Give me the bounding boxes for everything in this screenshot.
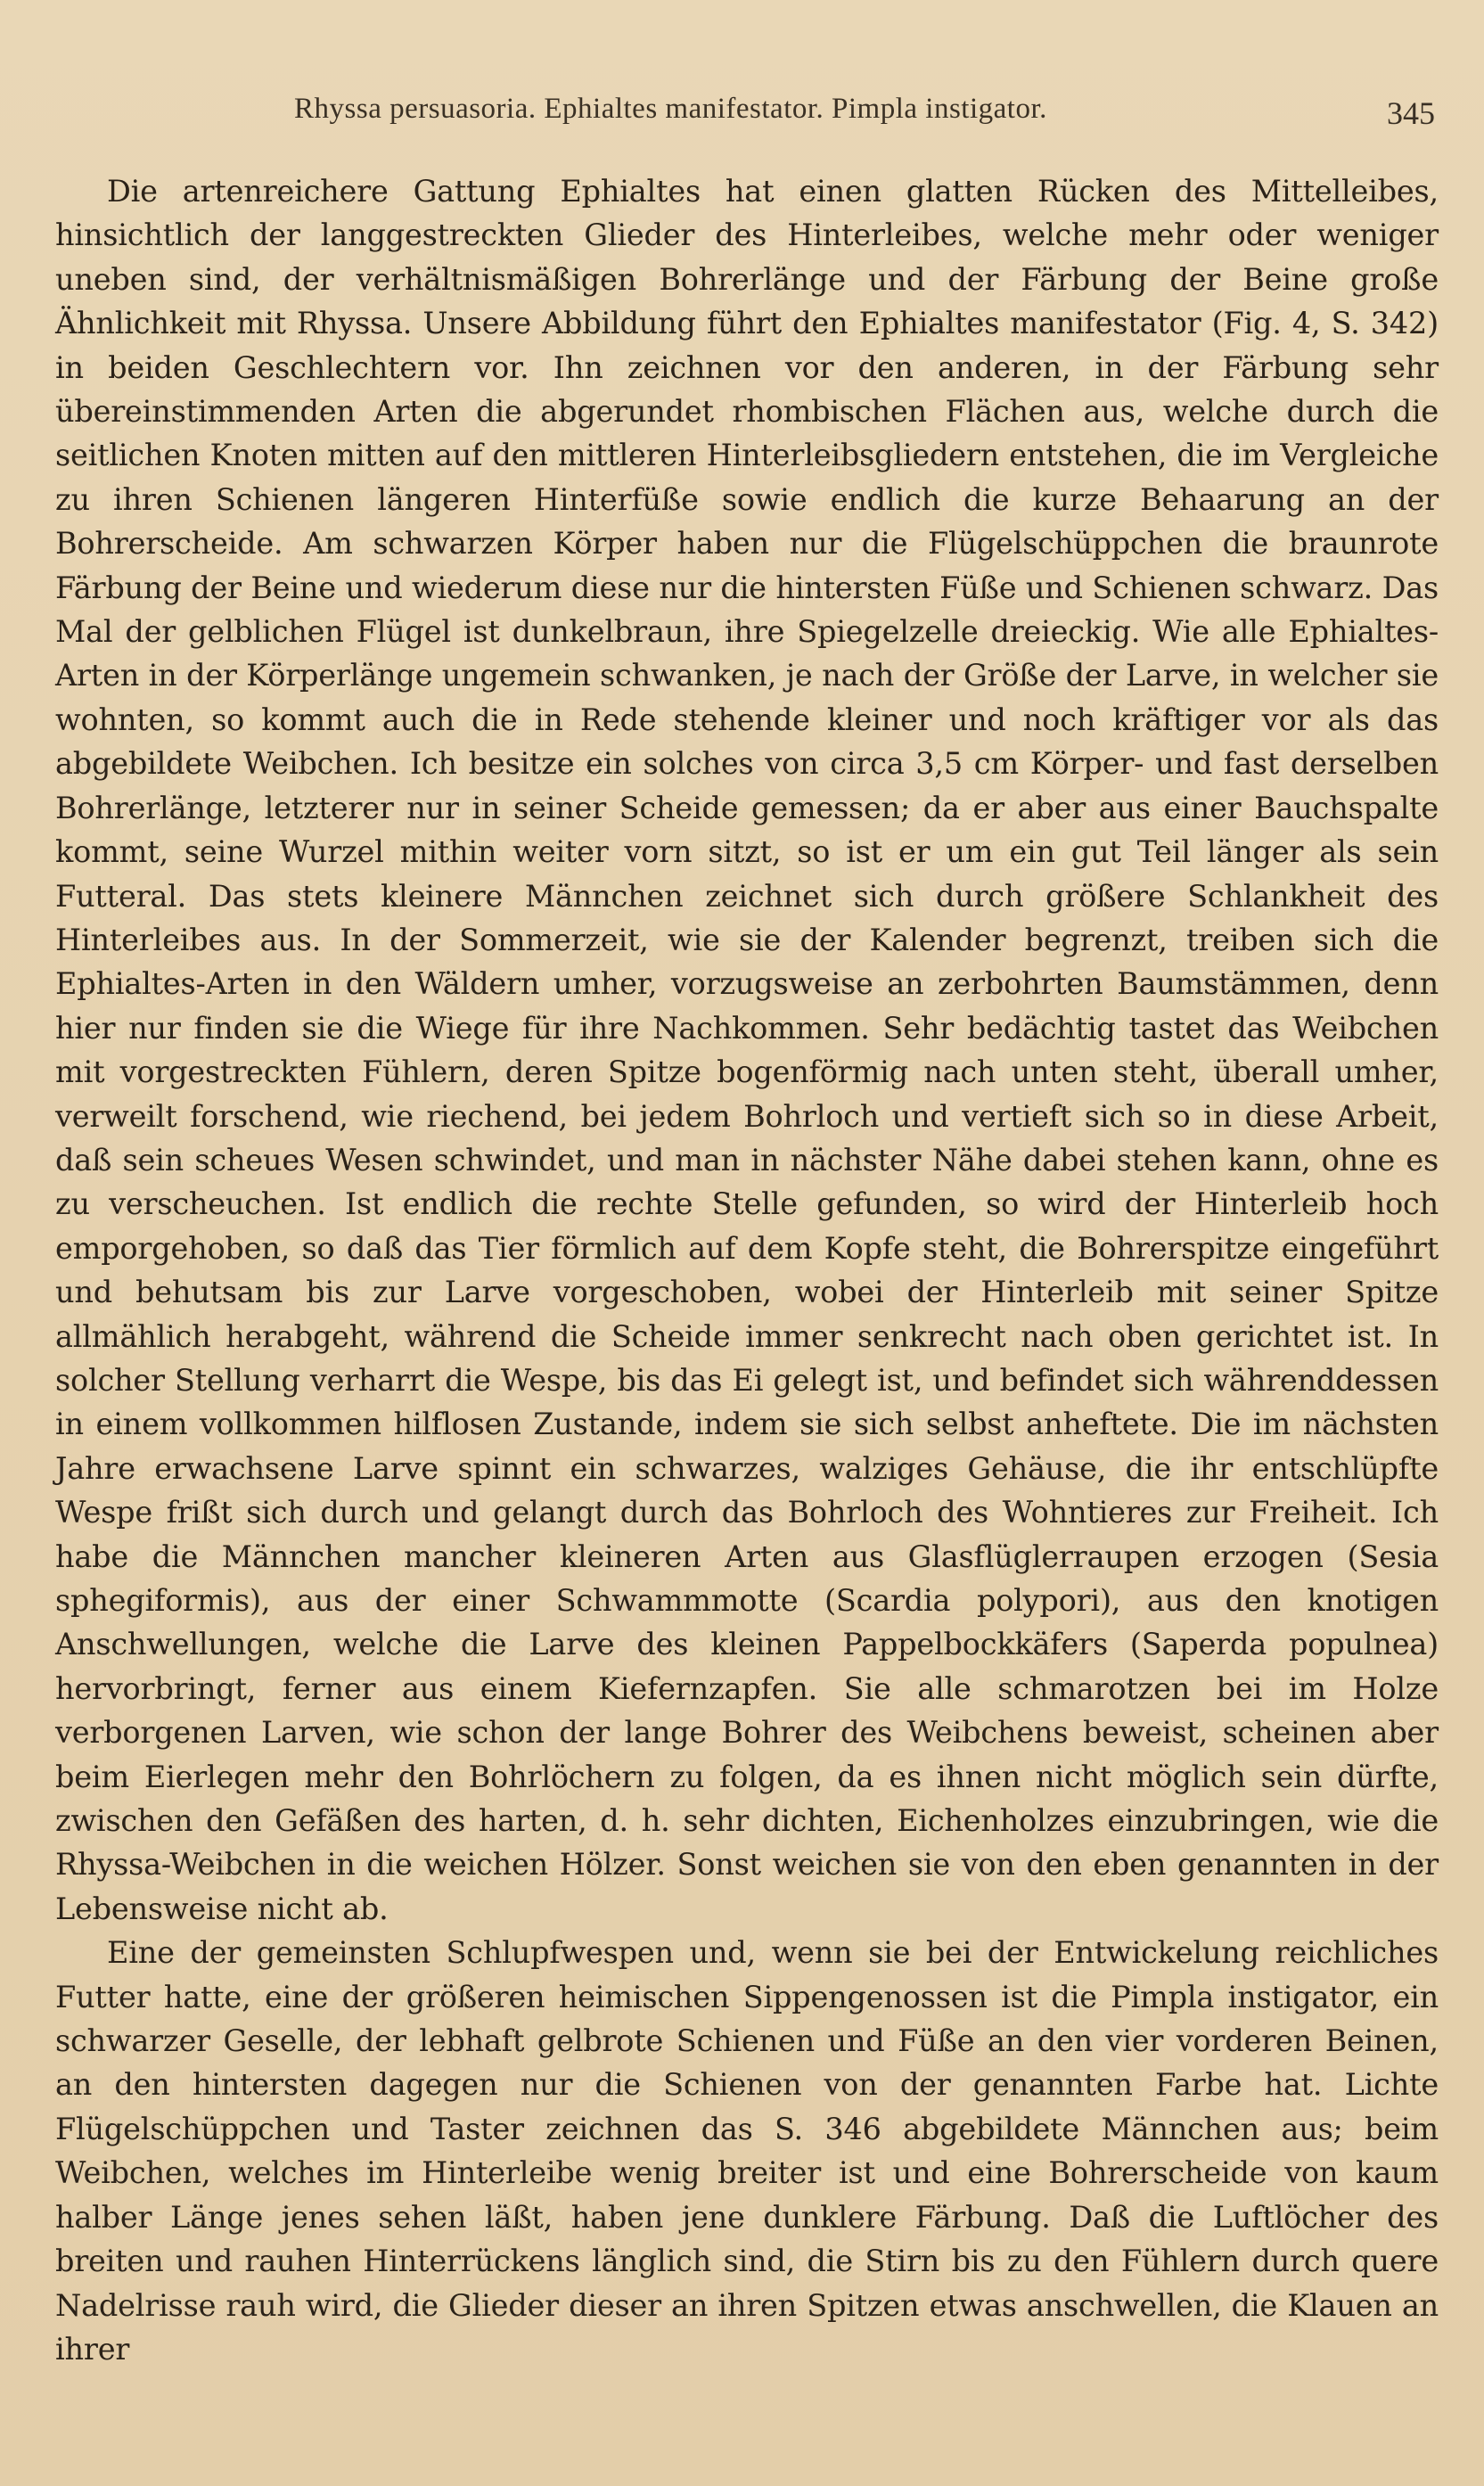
page-number: 345: [1387, 95, 1435, 131]
body-text: [55, 169, 1439, 2371]
running-title: Rhyssa persuasoria. Ephialtes manifestator. Pimpla instigator.: [294, 93, 1047, 125]
paragraph-pimpla: Eine der gemeinsten Schlupfwespen und, wenn sie bei der Entwickelung reichliches Futter hatte, eine der größeren heimischen Sippengenossen ist die Pimpla instigator, ein schwarzer Geselle, der lebhaft gelbrote Schienen und Füße an den vier vorderen Beinen, an den hintersten dagegen nur die Schienen von der genannten Farbe hat. Lichte Flügelschüppchen und Taster zeichnen das S. 346 abgebildete Männchen aus; beim Weibchen, welches im Hinterleibe wenig breiter ist und eine Bohrerscheide von kaum halber Länge jenes sehen läßt, haben jene dunklere Färbung. Daß die Luftlöcher des breiten und rauhen Hinterrückens länglich sind, die Stirn bis zu den Fühlern durch quere Nadelrisse rauh wird, die Glieder dieser an ihren Spitzen etwas anschwellen, die Klauen an ihrer: [55, 1935, 1439, 2367]
paragraph-ephialtes: Die artenreichere Gattung Ephialtes hat einen glatten Rücken des Mittelleibes, hinsichtlich der langgestreckten Glieder des Hinterleibes, welche mehr oder weniger uneben sind, der verhältnismäßigen Bohrerlänge und der Färbung der Beine große Ähnlichkeit mit Rhyssa. Unsere Abbildung führt den Ephialtes manifestator (Fig. 4, S. 342) in beiden Geschlechtern vor. Ihn zeichnen vor den anderen, in der Färbung sehr übereinstimmenden Arten die abgerundet rhombischen Flächen aus, welche durch die seitlichen Knoten mitten auf den mittleren Hinterleibsgliedern entstehen, die im Vergleiche zu ihren Schienen längeren Hinterfüße sowie endlich die kurze Behaarung an der Bohrerscheide. Am schwarzen Körper haben nur die Flügelschüppchen die braunrote Färbung der Beine und wiederum diese nur die hintersten Füße und Schienen schwarz. Das Mal der gelblichen Flügel ist dunkelbraun, ihre Spiegelzelle dreieckig. Wie alle Ephialtes-Arten in der Körperlänge ungemein schwanken, je nach der Größe der Larve, in welcher sie wohnten, so kommt auch die in Rede stehende kleiner und noch kräftiger vor als das abgebildete Weibchen. Ich besitze ein solches von circa 3,5 cm Körper- und fast derselben Bohrerlänge, letzterer nur in seiner Scheide gemessen; da er aber aus einer Bauchspalte kommt, seine Wurzel mithin weiter vorn sitzt, so ist er um ein gut Teil länger als sein Futteral. Das stets kleinere Männchen zeichnet sich durch größere Schlankheit des Hinterleibes aus. In der Sommerzeit, wie sie der Kalender begrenzt, treiben sich die Ephialtes-Arten in den Wäldern umher, vorzugsweise an zerbohrten Baumstämmen, denn hier nur finden sie die Wiege für ihre Nachkommen. Sehr bedächtig tastet das Weibchen mit vorgestreckten Fühlern, deren Spitze bogenförmig nach unten steht, überall umher, verweilt forschend, wie riechend, bei jedem Bohrloch und vertieft sich so in diese Arbeit, daß sein scheues Wesen schwindet, und man in nächster Nähe dabei stehen kann, ohne es zu verscheuchen. Ist endlich die rechte Stelle gefunden, so wird der Hinterleib hoch emporgehoben, so daß das Tier förmlich auf dem Kopfe steht, die Bohrerspitze eingeführt und behutsam bis zur Larve vorgeschoben, wobei der Hinterleib mit seiner Spitze allmählich herabgeht, während die Scheide immer senkrecht nach oben gerichtet ist. In solcher Stellung verharrt die Wespe, bis das Ei gelegt ist, und befindet sich währenddessen in einem vollkommen hilflosen Zustande, indem sie sich selbst anheftete. Die im nächsten Jahre erwachsene Larve spinnt ein schwarzes, walziges Gehäuse, die ihr entschlüpfte Wespe frißt sich durch und gelangt durch das Bohrloch des Wohntieres zur Freiheit. Ich habe die Männchen mancher kleineren Arten aus Glasflüglerraupen erzogen (Sesia sphegiformis), aus der einer Schwammmotte (Scardia polypori), aus den knotigen Anschwellungen, welche die Larve des kleinen Pappelbockkäfers (Saperda populnea) hervorbringt, ferner aus einem Kiefernzapfen. Sie alle schmarotzen bei im Holze verborgenen Larven, wie schon der lange Bohrer des Weibchens beweist, scheinen aber beim Eierlegen mehr den Bohrlöchern zu folgen, da es ihnen nicht möglich sein dürfte, zwischen den Gefäßen des harten, d. h. sehr dichten, Eichenholzes einzubringen, wie die Rhyssa-Weibchen in die weichen Hölzer. Sonst weichen sie von den eben genannten in der Lebensweise nicht ab.: [55, 174, 1439, 1926]
running-head: [178, 93, 1435, 137]
